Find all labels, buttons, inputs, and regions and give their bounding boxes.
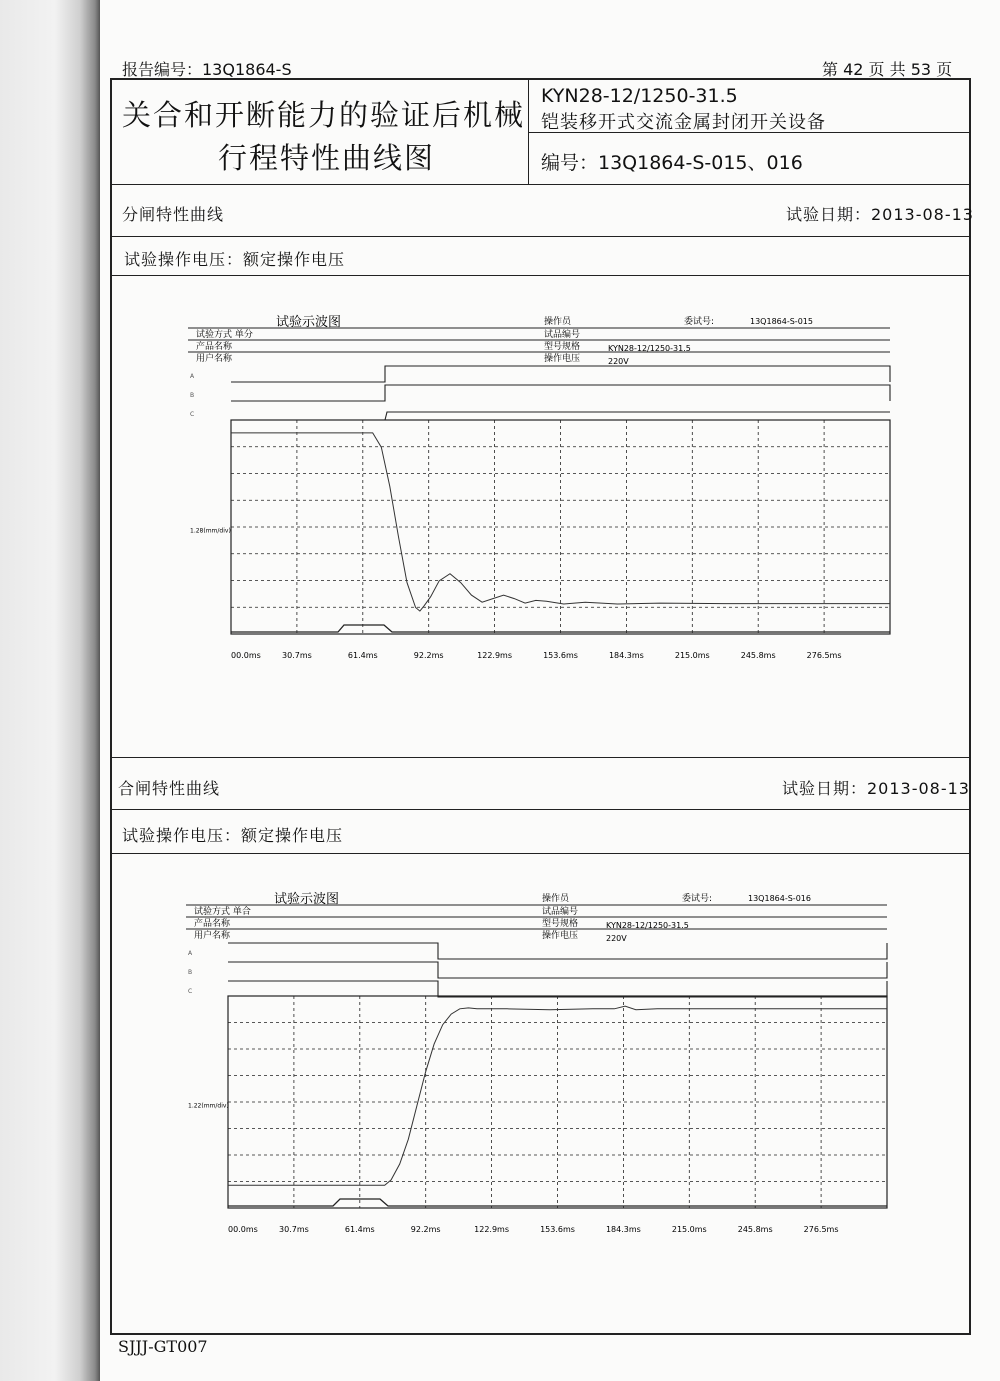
user-name-label: 用户名称 bbox=[196, 354, 233, 364]
client-number: 13Q1864-S-016 bbox=[748, 894, 811, 903]
product-no-label: 试品编号 bbox=[544, 330, 581, 340]
test-mode: 试验方式 单合 bbox=[194, 907, 251, 917]
client-label: 委试号: bbox=[682, 894, 713, 904]
channel-label: A bbox=[188, 950, 193, 957]
x-tick-label: 61.4ms bbox=[347, 651, 378, 660]
x-tick-label: 276.5ms bbox=[803, 1225, 839, 1234]
x-tick-label: 153.6ms bbox=[543, 651, 578, 660]
operator-label: 操作员 bbox=[542, 894, 570, 904]
report-title-line2: 行程特性曲线图 bbox=[218, 141, 436, 175]
equipment-description: 铠装移开式交流金属封闭开关设备 bbox=[541, 112, 826, 133]
channel-label: C bbox=[190, 411, 195, 418]
opening-section-title: 分闸特性曲线 bbox=[122, 205, 225, 224]
model-label: 型号规格 bbox=[542, 919, 579, 929]
closing-voltage: 试验操作电压：额定操作电压 bbox=[122, 826, 344, 845]
x-tick-label: 00.0ms bbox=[231, 651, 261, 660]
product-no-label: 试品编号 bbox=[542, 907, 579, 917]
x-tick-label: 92.2ms bbox=[410, 1225, 441, 1234]
x-tick-label: 92.2ms bbox=[413, 651, 444, 660]
x-tick-label: 153.6ms bbox=[540, 1225, 575, 1234]
report-title-line1: 关合和开断能力的验证后机械 bbox=[122, 98, 526, 132]
channel-label: A bbox=[190, 373, 195, 380]
equipment-model: KYN28-12/1250-31.5 bbox=[541, 85, 738, 107]
x-tick-label: 00.0ms bbox=[228, 1225, 258, 1234]
opening-voltage: 试验操作电压：额定操作电压 bbox=[124, 250, 346, 269]
channel-trace bbox=[228, 981, 887, 997]
product-name-label: 产品名称 bbox=[194, 919, 231, 929]
user-name-label: 用户名称 bbox=[194, 931, 231, 941]
x-tick-label: 30.7ms bbox=[282, 651, 312, 660]
channel-label: B bbox=[190, 392, 195, 399]
closing-section-title: 合闸特性曲线 bbox=[118, 779, 221, 798]
channel-label: C bbox=[188, 988, 193, 995]
channel-trace bbox=[228, 943, 887, 959]
model-label: 型号规格 bbox=[544, 342, 581, 352]
voltage-label: 操作电压 bbox=[542, 931, 579, 941]
scope-title: 试验示波图 bbox=[276, 315, 342, 330]
scope-title: 试验示波图 bbox=[274, 892, 340, 907]
report-number: 报告编号：13Q1864-S bbox=[122, 60, 292, 79]
closing-test-date: 试验日期：2013-08-13 bbox=[782, 779, 970, 798]
channel-label: B bbox=[188, 969, 193, 976]
opening-test-date: 试验日期：2013-08-13 bbox=[786, 205, 974, 224]
x-tick-label: 245.8ms bbox=[737, 1225, 773, 1234]
page-number: 第 42 页 共 53 页 bbox=[822, 60, 953, 79]
x-tick-label: 122.9ms bbox=[477, 651, 513, 660]
x-tick-label: 122.9ms bbox=[474, 1225, 510, 1234]
x-tick-label: 276.5ms bbox=[806, 651, 842, 660]
x-tick-label: 184.3ms bbox=[608, 651, 644, 660]
voltage-value: 220V bbox=[608, 357, 629, 366]
product-name-label: 产品名称 bbox=[196, 342, 233, 352]
client-number: 13Q1864-S-015 bbox=[750, 317, 813, 326]
form-code: SJJJ-GT007 bbox=[118, 1337, 208, 1356]
channel-trace bbox=[228, 962, 887, 978]
x-tick-label: 215.0ms bbox=[671, 1225, 707, 1234]
test-code: 编号：13Q1864-S-015、016 bbox=[541, 152, 803, 174]
model-value: KYN28-12/1250-31.5 bbox=[606, 921, 689, 930]
travel-scale-label: 1.28(mm/div) bbox=[190, 527, 231, 535]
x-tick-label: 245.8ms bbox=[740, 651, 776, 660]
travel-scale-label: 1.22(mm/div) bbox=[188, 1102, 229, 1110]
voltage-label: 操作电压 bbox=[544, 354, 581, 364]
x-tick-label: 30.7ms bbox=[279, 1225, 309, 1234]
voltage-value: 220V bbox=[606, 934, 627, 943]
model-value: KYN28-12/1250-31.5 bbox=[608, 344, 691, 353]
x-tick-label: 184.3ms bbox=[605, 1225, 641, 1234]
client-label: 委试号: bbox=[684, 317, 715, 327]
operator-label: 操作员 bbox=[544, 317, 572, 327]
x-tick-label: 61.4ms bbox=[344, 1225, 375, 1234]
x-tick-label: 215.0ms bbox=[674, 651, 710, 660]
test-mode: 试验方式 单分 bbox=[196, 330, 253, 340]
